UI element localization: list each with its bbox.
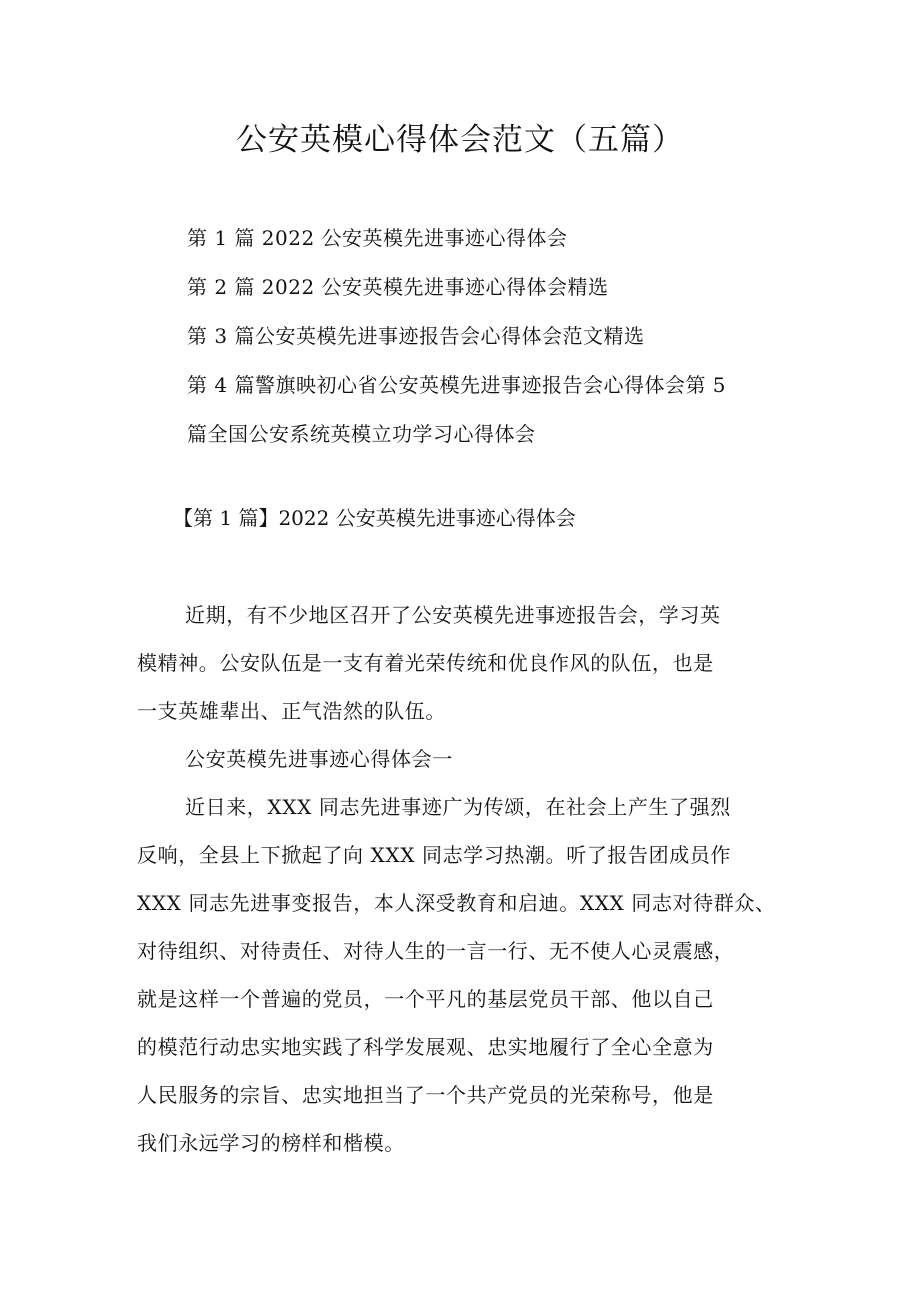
paragraph-1 [137, 591, 797, 735]
toc-item-3: 第 3 篇公安英模先进事迹报告会心得体会范文精选 [187, 324, 645, 348]
paragraph-line: 近日来，XXX 同志先进事迹广为传颂，在社会上产生了强烈 [185, 795, 731, 819]
toc-item-1: 第 1 篇 2022 公安英模先进事迹心得体会 [187, 226, 568, 250]
paragraph-line: 反响，全县上下掀起了向 XXX 同志学习热潮。听了报告团成员作 [137, 843, 732, 867]
paragraph-line: 人民服务的宗旨、忠实地担当了一个共产党员的光荣称号，他是 [137, 1083, 714, 1107]
table-of-contents [187, 214, 807, 459]
paragraph-line: 近期，有不少地区召开了公安英模先进事迹报告会，学习英 [185, 603, 721, 627]
section-heading: 【第 1 篇】2022 公安英模先进事迹心得体会 [173, 506, 576, 530]
toc-item-4: 第 4 篇警旗映初心省公安英模先进事迹报告会心得体会第 5 [187, 373, 727, 397]
paragraph-2 [137, 783, 797, 1167]
paragraph-line: 的模范行动忠实地实践了科学发展观、忠实地履行了全心全意为 [137, 1035, 714, 1059]
toc-item-5: 篇全国公安系统英模立功学习心得体会 [187, 422, 536, 446]
paragraph-line: XXX 同志先进事变报告，本人深受教育和启迪。XXX 同志对待群众、 [137, 891, 776, 915]
toc-item-2: 第 2 篇 2022 公安英模先进事迹心得体会精选 [187, 275, 609, 299]
paragraph-line: 就是这样一个普遍的党员，一个平凡的基层党员干部、他以自己 [137, 987, 714, 1011]
paragraph-line: 我们永远学习的榜样和楷模。 [137, 1131, 405, 1155]
subheading: 公安英模先进事迹心得体会一 [185, 747, 453, 771]
paragraph-line: 模精神。公安队伍是一支有着光荣传统和优良作风的队伍，也是 [137, 651, 714, 675]
paragraph-line: 一支英雄辈出、正气浩然的队伍。 [137, 699, 446, 723]
subheading-block [137, 735, 797, 783]
paragraph-line: 对待组织、对待责任、对待人生的一言一行、无不使人心灵震感， [137, 939, 735, 963]
document-title: 公安英模心得体会范文（五篇） [236, 122, 684, 158]
